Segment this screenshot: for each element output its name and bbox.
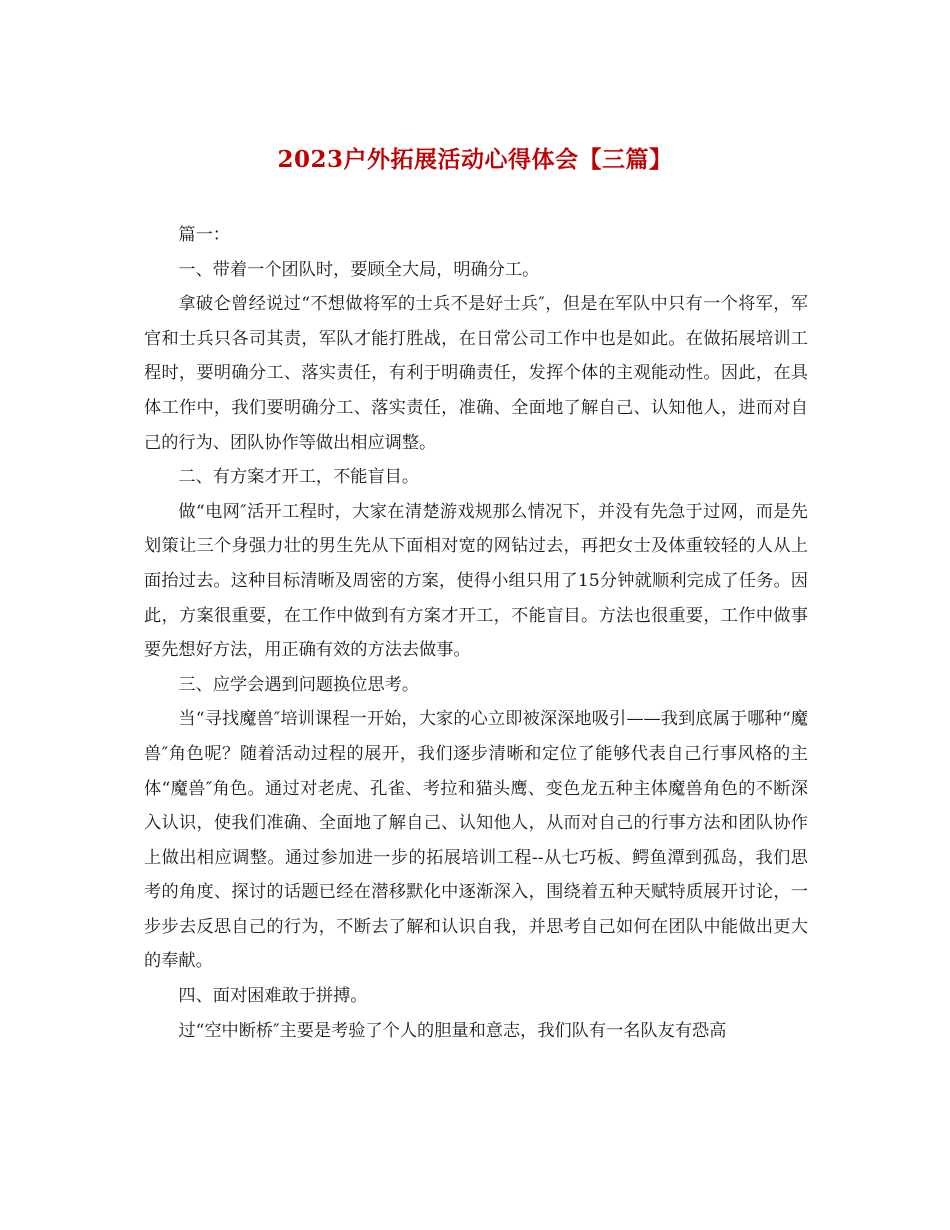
- paragraph-heading-4: 四、面对困难敢于拼搏。: [178, 986, 368, 1007]
- paragraph-body-1: 拿破仑曾经说过“不想做将军的士兵不是好士兵″，但是在军队中只有一个将军，军官和士兵只各司其责，军队才能打胜战，在日常公司工作中也是如此。在做拓展培训工程时，要明确分工、落实责任，有利于明确责任，发挥个体的主观能动性。因此，在具体工作中，我们要明确分工、落实责任，准确、全面地了解自己、认知他人，进而对自己的行为、团队协作等做出相应调整。: [144, 294, 808, 453]
- document-title: 2023户外拓展活动心得体会【三篇】: [277, 146, 673, 173]
- paragraph-section-label: 篇一：: [178, 225, 230, 245]
- paragraph-body-4: 过“空中断桥″主要是考验了个人的胆量和意志，我们队有一名队友有恐高: [178, 1020, 727, 1041]
- paragraph-body-3: 当“寻找魔兽″培训课程一开始，大家的心立即被深深地吸引——我到底属于哪种“魔兽″角色呢？随着活动过程的展开，我们逐步清晰和定位了能够代表自己行事风格的主体“魔兽″角色。通过对老虎、孔雀、考拉和猫头鹰、变色龙五种主体魔兽角色的不断深入认识，使我们准确、全面地了解自己、认知他人，从而对自己的行事方法和团队协作上做出相应调整。通过参加进一步的拓展培训工程--从七巧板、鳄鱼潭到孤岛，我们思考的角度、探讨的话题已经在潜移默化中逐渐深入，围绕着五种天赋特质展开讨论，一步步去反思自己的行为，不断去了解和认识自我，并思考自己如何在团队中能做出更大的奉献。: [144, 709, 808, 972]
- document-body: [144, 218, 808, 1048]
- paragraph-body-2: 做“电网″活开工程时，大家在清楚游戏规那么情况下，并没有先急于过网，而是先划策让三个身强力壮的男生先从下面相对宽的网钻过去，再把女士及体重较轻的人从上面抬过去。这种目标清晰及周密的方案，使得小组只用了15分钟就顺利完成了任务。因此，方案很重要，在工作中做到有方案才开工，不能盲目。方法也很重要，工作中做事要先想好方法，用正确有效的方法去做事。: [144, 501, 808, 661]
- paragraph-heading-2: 二、有方案才开工，不能盲目。: [178, 467, 420, 488]
- paragraph-heading-3: 三、应学会遇到问题换位思考。: [178, 674, 420, 695]
- paragraph-heading-1: 一、带着一个团队时，要顾全大局，明确分工。: [178, 259, 540, 280]
